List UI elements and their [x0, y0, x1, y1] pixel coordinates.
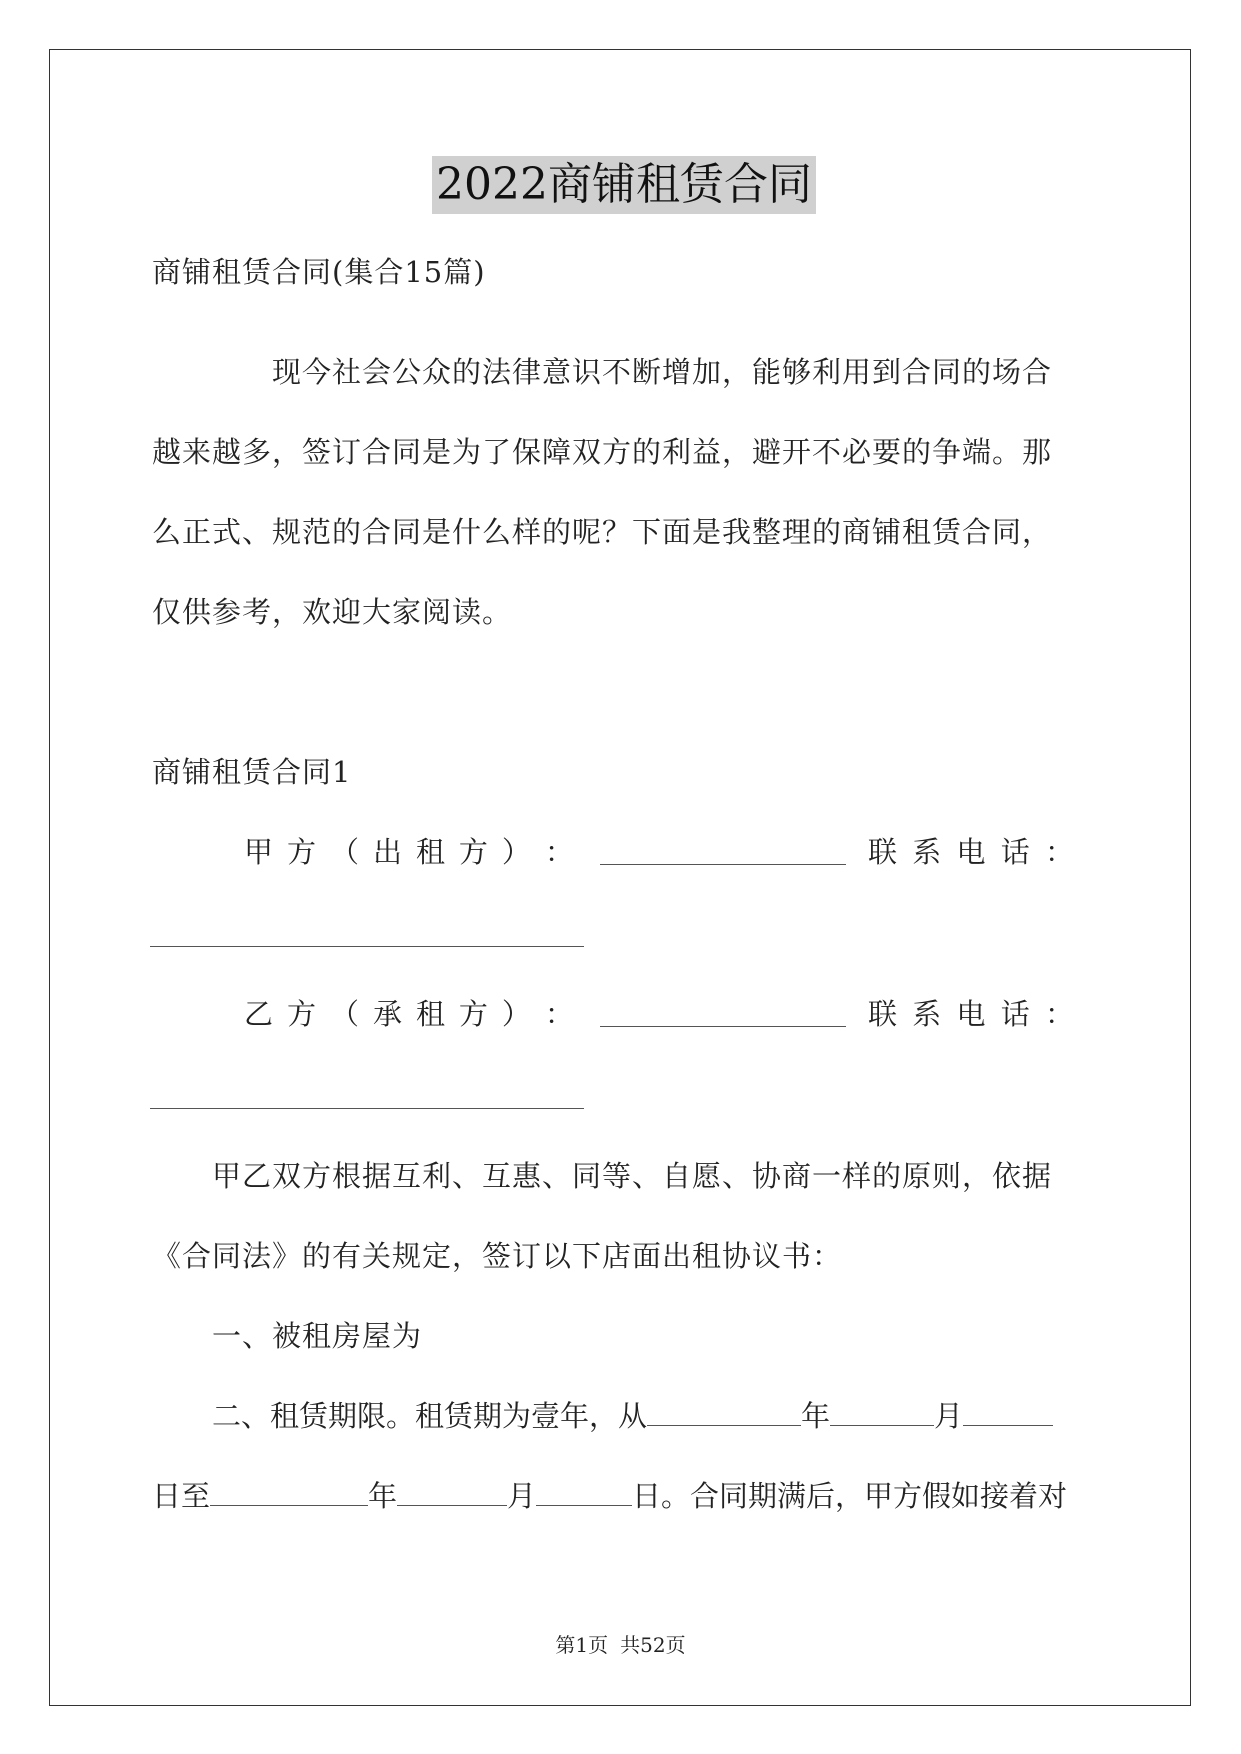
start-month-unit: 月 [934, 1399, 964, 1433]
end-year-blank [210, 1477, 368, 1506]
start-month-blank [830, 1397, 934, 1426]
para1-line-2: 《合同法》的有关规定，签订以下店面出租协议书： [152, 1239, 843, 1273]
page-footer [0, 1632, 1241, 1658]
party-b-name-blank [600, 1026, 846, 1027]
clause-2-tail: 日。合同期满后，甲方假如接着对 [632, 1479, 1068, 1513]
start-day-unit: 日至 [152, 1479, 211, 1513]
party-a-name-blank [600, 864, 846, 865]
party-a-label: 甲 方 （ 出 租 方 ） ： [244, 835, 574, 869]
intro-line-3: 么正式、规范的合同是什么样的呢？下面是我整理的商铺租赁合同， [152, 515, 1053, 549]
start-year-unit: 年 [801, 1399, 831, 1433]
page-border [49, 49, 1191, 1706]
start-day-blank [963, 1397, 1053, 1426]
intro-line-2: 越来越多，签订合同是为了保障双方的利益，避开不必要的争端。那 [152, 435, 1053, 469]
end-year-unit: 年 [368, 1479, 398, 1513]
clause-1: 一、被租房屋为 [212, 1319, 423, 1353]
intro-line-4: 仅供参考，欢迎大家阅读。 [152, 595, 513, 629]
end-month-unit: 月 [507, 1479, 537, 1513]
party-b-phone-blank [150, 1108, 584, 1109]
document-subtitle: 商铺租赁合同(集合15篇) [152, 255, 486, 289]
page-total: 共52页 [620, 1633, 686, 1657]
page-number: 第1页 [555, 1633, 609, 1657]
section-heading: 商铺租赁合同1 [152, 755, 352, 789]
party-a-phone-label: 联 系 电 话 ： [868, 835, 1074, 869]
clause-2-line-1 [212, 1396, 1053, 1436]
end-day-blank [536, 1477, 632, 1506]
clause-2-line-2 [152, 1476, 1067, 1516]
document-title: 2022商铺租赁合同 [432, 156, 816, 214]
para1-line-1: 甲乙双方根据互利、互惠、同等、自愿、协商一样的原则，依据 [212, 1159, 1053, 1193]
party-b-label: 乙 方 （ 承 租 方 ） ： [244, 997, 574, 1031]
clause-2-prefix: 二、租赁期限。租赁期为壹年，从 [212, 1399, 648, 1433]
start-year-blank [647, 1397, 801, 1426]
intro-line-1: 现今社会公众的法律意识不断增加，能够利用到合同的场合 [272, 355, 1053, 389]
end-month-blank [397, 1477, 507, 1506]
party-b-phone-label: 联 系 电 话 ： [868, 997, 1074, 1031]
party-a-phone-blank [150, 946, 584, 947]
